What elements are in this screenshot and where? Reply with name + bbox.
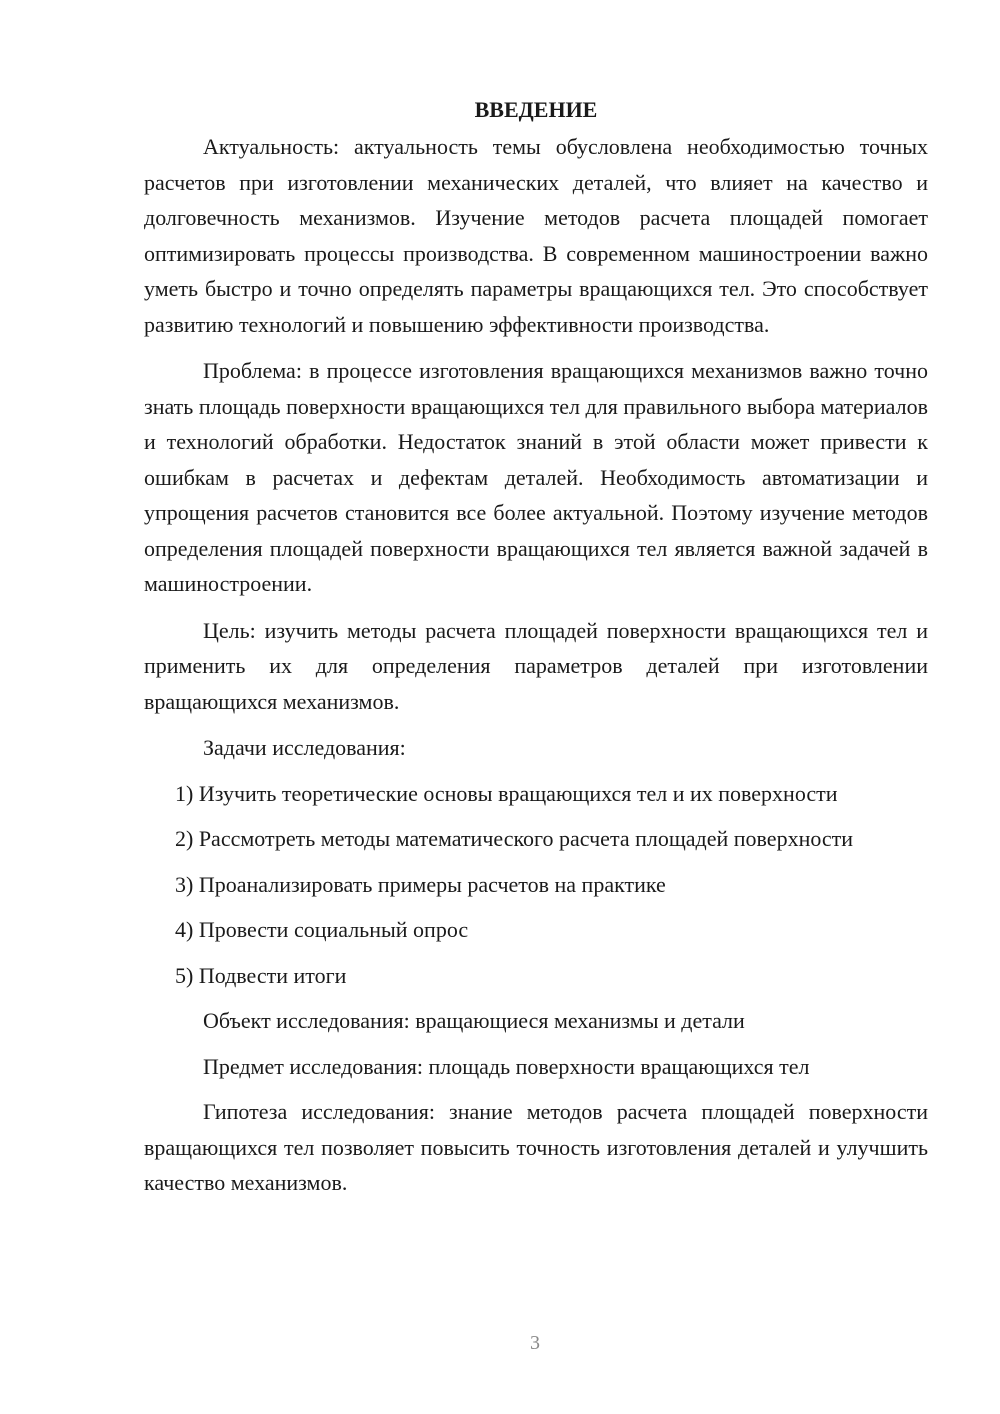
document-page [144, 92, 928, 1212]
task-item-4: 4) Провести социальный опрос [175, 917, 469, 942]
page-number: 3 [530, 1332, 540, 1354]
hypothesis-paragraph: Гипотеза исследования: знание методов расчета площадей поверхности вращающихся тел позволяет повысить точность изготовления деталей и улучшить качество механизмов. [144, 1099, 928, 1195]
task-item-2: 2) Рассмотреть методы математического расчета площадей поверхности [175, 826, 854, 851]
tasks-heading: Задачи исследования: [203, 735, 406, 760]
research-object: Объект исследования: вращающиеся механизмы и детали [203, 1008, 745, 1033]
task-item-5: 5) Подвести итоги [175, 962, 347, 988]
task-item-3: 3) Проанализировать примеры расчетов на практике [175, 871, 666, 897]
problem-paragraph: Проблема: в процессе изготовления вращающихся механизмов важно точно знать площадь поверхности вращающихся тел для правильного выбора материалов и технологий обработки. Недостаток знаний в этой области может привести к ошибкам в расчетах и дефектам деталей. Необходимость автоматизации и упрощения расчетов становится все более актуальной. Поэтому изучение методов определения площадей поверхности вращающихся тел является важной задачей в машиностроении. [144, 358, 928, 596]
research-subject: Предмет исследования: площадь поверхности вращающихся тел [203, 1053, 810, 1079]
task-item-1: 1) Изучить теоретические основы вращающихся тел и их поверхности [175, 780, 838, 806]
relevance-paragraph: Актуальность: актуальность темы обусловлена необходимостью точных расчетов при изготовлении механических деталей, что влияет на качество и долговечность механизмов. Изучение методов расчета площадей помогает оптимизировать процессы производства. В современном машиностроении важно уметь быстро и точно определять параметры вращающихся тел. Это способствует развитию технологий и повышению эффективности производства. [144, 134, 928, 337]
goal-paragraph: Цель: изучить методы расчета площадей поверхности вращающихся тел и применить их для определения параметров деталей при изготовлении вращающихся механизмов. [144, 617, 928, 714]
section-heading: ВВЕДЕНИЕ [474, 97, 598, 122]
